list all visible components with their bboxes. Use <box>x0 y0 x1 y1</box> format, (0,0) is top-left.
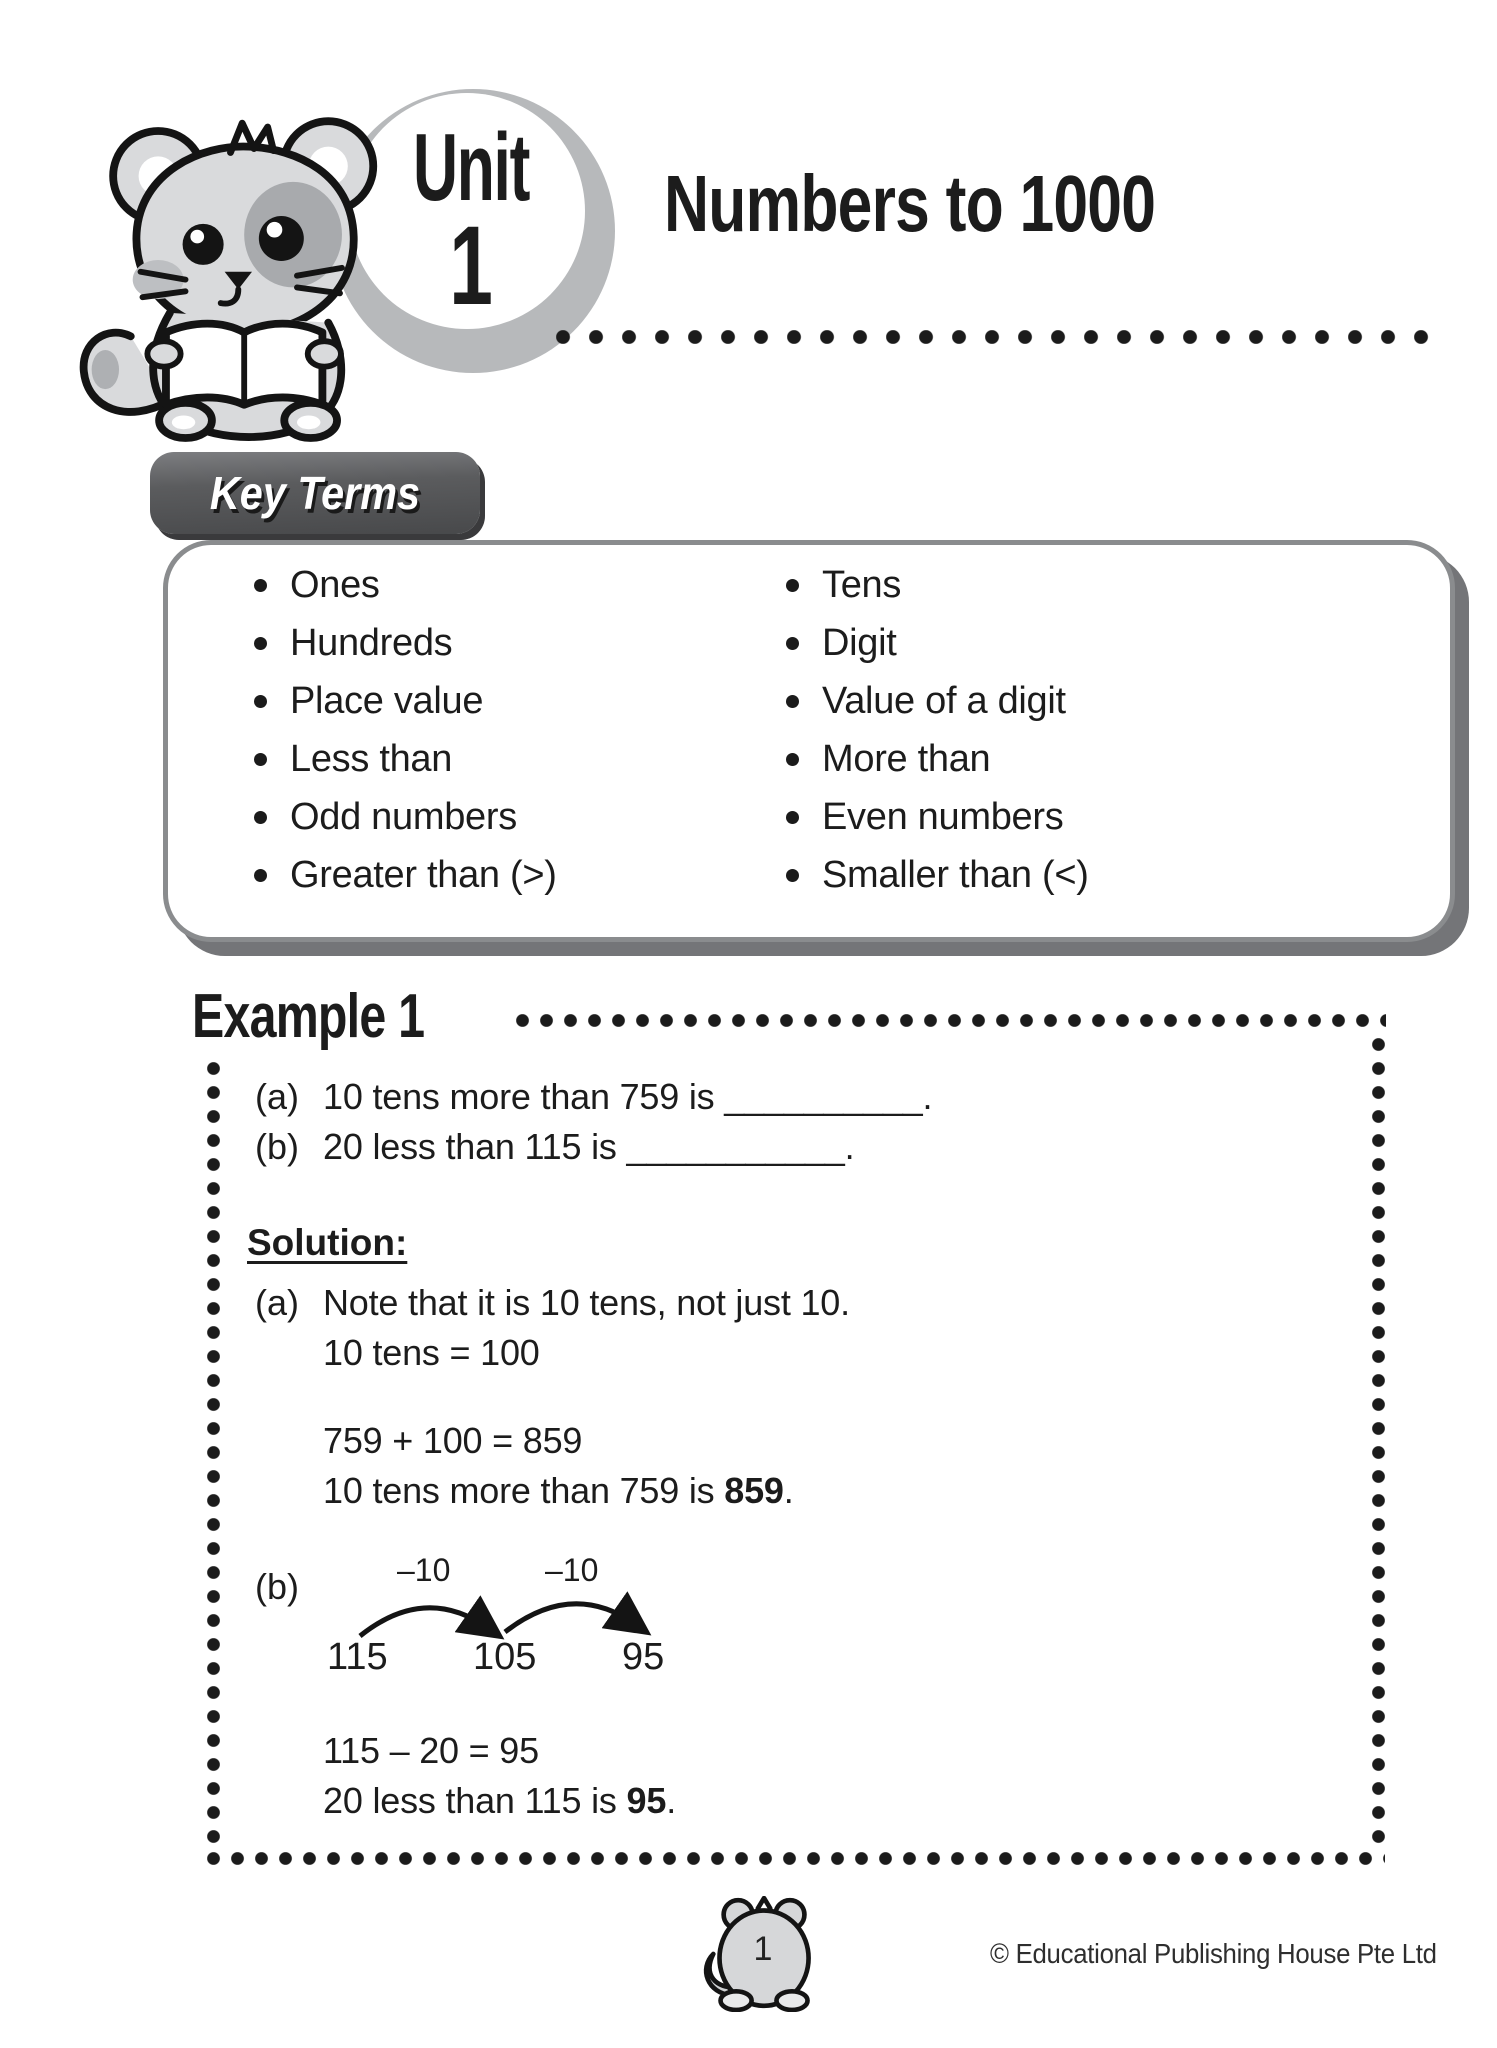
key-terms-tab <box>150 452 480 534</box>
key-term-item <box>786 788 1089 846</box>
mouse-reading-book-icon <box>76 76 428 448</box>
key-term-label: Less than <box>290 737 453 780</box>
key-terms-right-column <box>786 556 1089 904</box>
key-term-item <box>786 556 1089 614</box>
key-term-label: Tens <box>822 563 902 606</box>
number-line-start: 115 <box>327 1636 388 1678</box>
jump-1-label: –10 <box>397 1552 451 1588</box>
example-heading: Example 1 <box>192 982 425 1051</box>
key-term-item <box>786 614 1089 672</box>
solution-b-label: (b) <box>255 1566 299 1607</box>
key-term-item <box>254 556 557 614</box>
bullet-icon <box>786 579 799 592</box>
page-title: Numbers to 1000 <box>664 159 1156 248</box>
key-terms-heading: Key Terms <box>209 467 421 519</box>
unit-number: 1 <box>449 203 493 328</box>
bullet-icon <box>254 695 267 708</box>
jump-2-label: –10 <box>545 1552 599 1588</box>
answer-value: 95 <box>626 1780 667 1821</box>
key-term-label: Hundreds <box>290 621 453 664</box>
number-line-middle: 105 <box>473 1636 537 1678</box>
key-term-item <box>254 846 557 904</box>
bullet-icon <box>786 637 799 650</box>
key-term-label: Ones <box>290 563 380 606</box>
example-dotted-rule-bottom <box>207 1852 1385 1865</box>
question-a-text: 10 tens more than 759 is __________. <box>323 1076 933 1117</box>
answer-prefix: 10 tens more than 759 is <box>323 1470 725 1511</box>
solution-a-working-2: 759 + 100 = 859 <box>323 1420 583 1461</box>
key-term-label: Odd numbers <box>290 795 517 838</box>
solution-b-answer <box>323 1780 676 1822</box>
example-dotted-rule-right <box>1372 1038 1385 1852</box>
question-b-label: (b) <box>255 1126 299 1167</box>
key-term-label: Digit <box>822 621 897 664</box>
key-term-label: Even numbers <box>822 795 1064 838</box>
solution-a-note: Note that it is 10 tens, not just 10. <box>323 1282 850 1323</box>
copyright-text: © Educational Publishing House Pte Ltd <box>990 1938 1437 1969</box>
answer-value: 859 <box>724 1470 784 1511</box>
bullet-icon <box>786 811 799 824</box>
solution-heading: Solution: <box>247 1222 408 1263</box>
example-dotted-rule-left <box>207 1062 220 1852</box>
bullet-icon <box>786 869 799 882</box>
bullet-icon <box>254 579 267 592</box>
solution-a-working-1: 10 tens = 100 <box>323 1332 540 1373</box>
key-term-label: Place value <box>290 679 484 722</box>
key-term-item <box>254 788 557 846</box>
bullet-icon <box>254 811 267 824</box>
bullet-icon <box>786 753 799 766</box>
key-term-item <box>786 730 1089 788</box>
answer-suffix: . <box>783 1470 794 1511</box>
bullet-icon <box>254 753 267 766</box>
key-terms-left-column <box>254 556 557 904</box>
key-term-item <box>786 672 1089 730</box>
question-b-text: 20 less than 115 is ___________. <box>323 1126 855 1167</box>
bullet-icon <box>254 869 267 882</box>
title-dotted-rule <box>556 330 1446 344</box>
solution-b-working-1: 115 – 20 = 95 <box>323 1730 539 1771</box>
answer-suffix: . <box>666 1780 676 1821</box>
solution-a-label: (a) <box>255 1282 299 1323</box>
key-term-label: More than <box>822 737 991 780</box>
key-term-item <box>254 730 557 788</box>
answer-prefix: 20 less than 115 is <box>323 1780 627 1821</box>
solution-a-answer <box>323 1470 794 1512</box>
key-term-item <box>254 672 557 730</box>
number-line-end: 95 <box>622 1636 665 1678</box>
key-term-item <box>786 846 1089 904</box>
key-term-label: Smaller than (<) <box>822 853 1089 896</box>
question-a-label: (a) <box>255 1076 299 1117</box>
example-dotted-rule-top <box>516 1014 1386 1027</box>
key-term-label: Greater than (>) <box>290 853 557 896</box>
unit-label: Unit <box>412 114 530 221</box>
number-line-arrows-icon <box>340 1590 670 1642</box>
key-term-label: Value of a digit <box>822 679 1066 722</box>
page-number: 1 <box>753 1930 773 1968</box>
bullet-icon <box>254 637 267 650</box>
bullet-icon <box>786 695 799 708</box>
key-term-item <box>254 614 557 672</box>
